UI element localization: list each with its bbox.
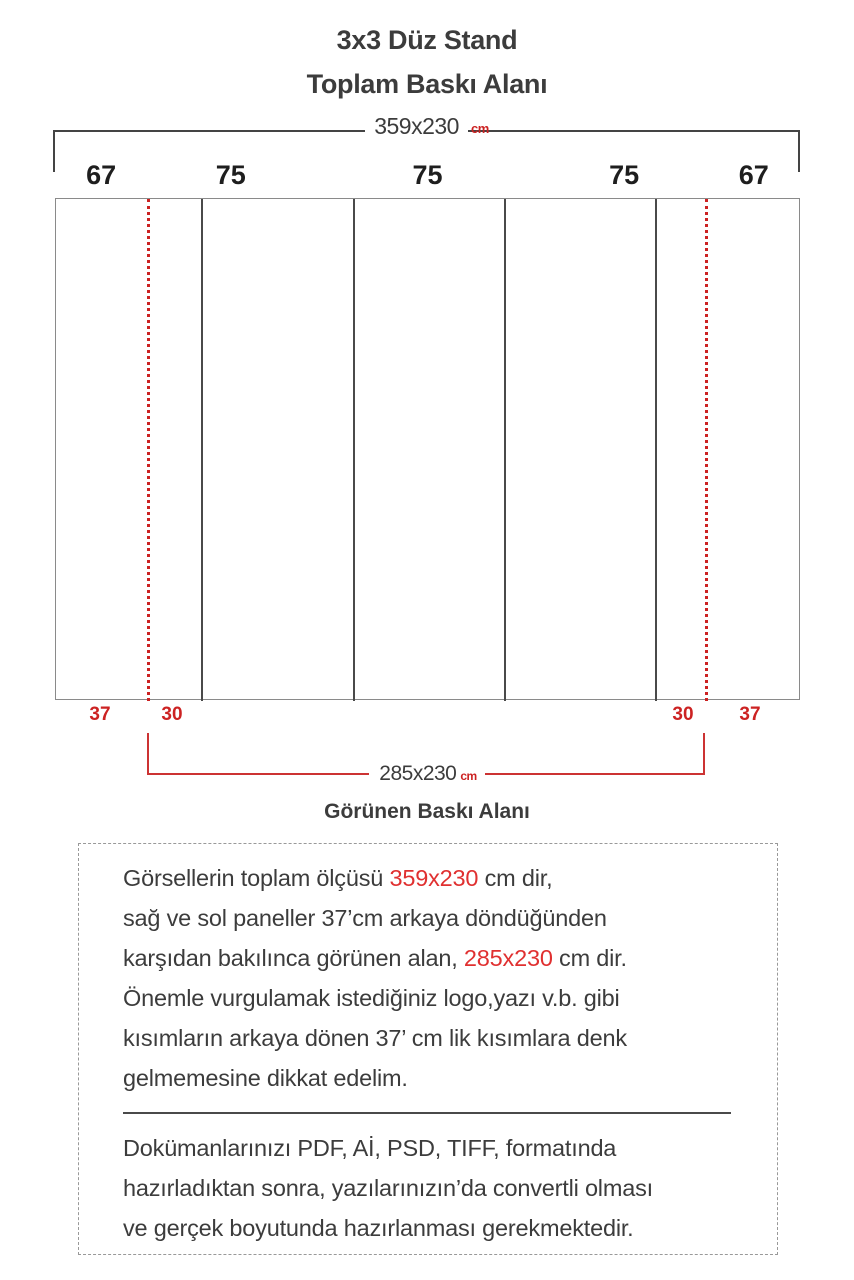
visible-dimension-unit: cm — [460, 769, 484, 783]
notes-content — [123, 858, 743, 1248]
visible-dimension-value: 285x230 — [369, 762, 466, 785]
panel-width-5: 67 — [733, 160, 775, 191]
note-p2-line-3 — [123, 1208, 743, 1248]
total-dimension-label — [0, 113, 854, 140]
notes-divider — [123, 1112, 731, 1114]
fold-width-labels — [0, 704, 854, 732]
note-p2-line-1 — [123, 1128, 743, 1168]
panel-divider-2 — [353, 199, 355, 701]
visible-area-caption: Görünen Baskı Alanı — [324, 800, 530, 823]
text: kısımların arkaya dönen 37’ cm lik kısımlara denk — [123, 1025, 627, 1051]
fold-width-1: 37 — [89, 704, 111, 725]
note-p1-line-4 — [123, 978, 743, 1018]
text: Önemle vurgulamak istediğiniz logo,yazı v.b. gibi — [123, 985, 620, 1011]
text: karşıdan bakılınca görünen alan, — [123, 945, 464, 971]
panel-divider-1 — [201, 199, 203, 701]
panel-width-4: 75 — [603, 160, 645, 191]
panel-divider-3 — [504, 199, 506, 701]
highlighted-dimension: 285x230 — [463, 945, 553, 971]
note-p1-line-6 — [123, 1058, 743, 1098]
title-line-1: 3x3 Düz Stand — [336, 25, 518, 55]
notes-paragraph-1 — [123, 858, 743, 1098]
fold-line-2 — [705, 199, 708, 701]
fold-line-1 — [147, 199, 150, 701]
note-p1-line-1 — [123, 858, 743, 898]
total-dimension-unit: cm — [470, 121, 489, 136]
panel-width-labels — [55, 160, 800, 198]
text: ve gerçek boyutunda hazırlanması gerekmektedir. — [123, 1215, 634, 1241]
text: gelmemesine dikkat edelim. — [123, 1065, 408, 1091]
notes-paragraph-2 — [123, 1128, 743, 1248]
fold-width-4: 37 — [739, 704, 761, 725]
panel-width-1: 67 — [80, 160, 122, 191]
title-line-2: Toplam Baskı Alanı — [306, 69, 548, 99]
notes-box — [78, 843, 778, 1255]
panel-divider-4 — [655, 199, 657, 701]
visible-dimension-label — [0, 762, 854, 786]
total-dimension-value: 359x230 — [365, 113, 468, 139]
text: Dokümanlarınızı PDF, Aİ, PSD, TIFF, formatında — [123, 1135, 617, 1161]
text: cm dir, — [478, 865, 553, 891]
page-title — [0, 18, 854, 106]
text: hazırladıktan sonra, yazılarınızın’da convertli olması — [123, 1175, 653, 1201]
stand-print-area — [55, 198, 800, 700]
highlighted-dimension: 359x230 — [389, 865, 479, 891]
note-p2-line-2 — [123, 1168, 743, 1208]
fold-width-3: 30 — [672, 704, 694, 725]
text: sağ ve sol paneller 37’cm arkaya döndüğünden — [123, 905, 607, 931]
note-p1-line-2 — [123, 898, 743, 938]
panel-width-3: 75 — [406, 160, 448, 191]
fold-width-2: 30 — [161, 704, 183, 725]
text: Görsellerin toplam ölçüsü — [123, 865, 390, 891]
note-p1-line-3 — [123, 938, 743, 978]
panel-width-2: 75 — [210, 160, 252, 191]
note-p1-line-5 — [123, 1018, 743, 1058]
text: cm dir. — [552, 945, 627, 971]
